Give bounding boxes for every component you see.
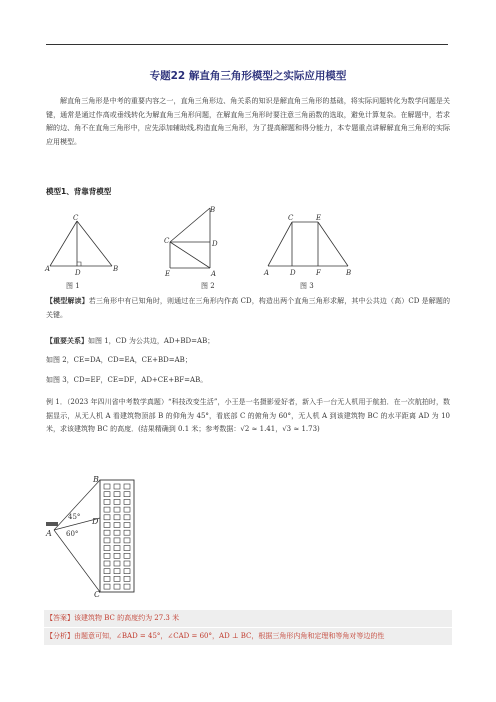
example-label-c: C bbox=[94, 590, 101, 598]
answer-line bbox=[46, 612, 450, 626]
page-title: 专题22 解直角三角形模型之实际应用模型 bbox=[149, 70, 347, 82]
fig3-label-d: D bbox=[290, 269, 296, 276]
fig1-label-b: B bbox=[113, 265, 119, 273]
intro-paragraph: 解直角三角形是中考的重要内容之一，直角三角形边、角关系的知识是解直角三角形的基础，将实际问题转化为数学问题是关键，通常是通过作高或垂线转化为解直角三角形问题，在解直角三角形时要注意三角函数的选取，避免计算复杂。在解题中，若求解的边、角不在直角三角形中，应先添加辅助线,构造直角三角形，为了提高解题和得分能力，本专题重点讲解解直角三角形的实际应用模型。 bbox=[46, 97, 450, 146]
relations-line-3: 如图 3，CD=EF，CE=DF，AD+CE+BF=AB。 bbox=[46, 376, 208, 384]
example-label-a: A bbox=[46, 529, 52, 538]
analysis-label: 【分析】 bbox=[46, 632, 74, 640]
fig2-label-b: B bbox=[210, 206, 216, 214]
answer-label: 【答案】 bbox=[46, 614, 74, 622]
figure-3-caption: 图 3 bbox=[300, 282, 314, 290]
relations-line-1 bbox=[46, 334, 450, 349]
example-angle-down: 60° bbox=[66, 530, 79, 538]
fig3-label-f: F bbox=[316, 269, 321, 276]
fig3-label-a: A bbox=[264, 269, 270, 276]
model-explanation bbox=[46, 294, 450, 322]
fig2-label-a: A bbox=[211, 270, 217, 278]
example-figure bbox=[44, 472, 140, 598]
fig2-label-d: D bbox=[212, 240, 218, 248]
relations-label: 【重要关系】 bbox=[46, 336, 88, 345]
figure-1 bbox=[44, 214, 124, 276]
model-explain-text: 若三角形中有已知角时，则通过在三角形内作高 CD，构造出两个直角三角形求解，其中公共边（高）CD 是解题的关键。 bbox=[46, 297, 451, 319]
fig2-label-c: C bbox=[164, 237, 170, 245]
fig3-label-c: C bbox=[288, 214, 294, 222]
fig3-label-e: E bbox=[316, 214, 322, 222]
analysis-text: 由题意可知，∠BAD = 45°，∠CAD = 60°，AD ⊥ BC，根据三角形内角和定理和等角对等边的性 bbox=[74, 632, 385, 640]
model-explain-label: 【模型解读】 bbox=[46, 296, 89, 305]
example-label-d: D bbox=[92, 517, 99, 526]
fig3-label-b: B bbox=[346, 269, 352, 276]
example-paragraph: 例 1．（2023 年四川省中考数学真题）“科技改变生活”，小王是一名摄影爱好者，新入手一台无人机用于航拍．在一次航拍时，数据显示，从无人机 A 看建筑物顶部 B 的仰角为 45°，看底部 C 的俯角为 60°，无人机 A 到该建筑物 BC 的水平距离 AD 为 10 米，求该建筑物 BC 的高度．(结果精确到 0.1 米；参考数据：√2 ≈ 1.41，√3 ≈ 1.73) bbox=[46, 398, 450, 433]
model-heading: 模型1、背靠背模型 bbox=[46, 187, 112, 196]
answer-text: 该建筑物 BC 的高度约为 27.3 米 bbox=[74, 614, 180, 622]
relations-line-2: 如图 2，CE=DA，CD=EA，CE+BD=AB； bbox=[46, 356, 192, 364]
figure-1-caption: 图 1 bbox=[66, 282, 80, 290]
relations-text-1: 如图 1，CD 为公共边，AD+BD=AB； bbox=[88, 337, 215, 345]
figure-3 bbox=[262, 214, 358, 276]
figure-2 bbox=[162, 202, 226, 278]
fig1-label-d: D bbox=[75, 269, 81, 276]
analysis-line bbox=[46, 630, 450, 644]
fig1-label-c: C bbox=[73, 214, 79, 222]
drone-icon bbox=[46, 522, 58, 526]
figure-2-caption: 图 2 bbox=[201, 282, 215, 290]
example-angle-up: 45° bbox=[68, 513, 81, 521]
example-label-b: B bbox=[93, 475, 99, 484]
fig2-label-e: E bbox=[165, 270, 171, 278]
header-rule bbox=[46, 44, 448, 45]
fig1-label-a: A bbox=[45, 265, 51, 273]
